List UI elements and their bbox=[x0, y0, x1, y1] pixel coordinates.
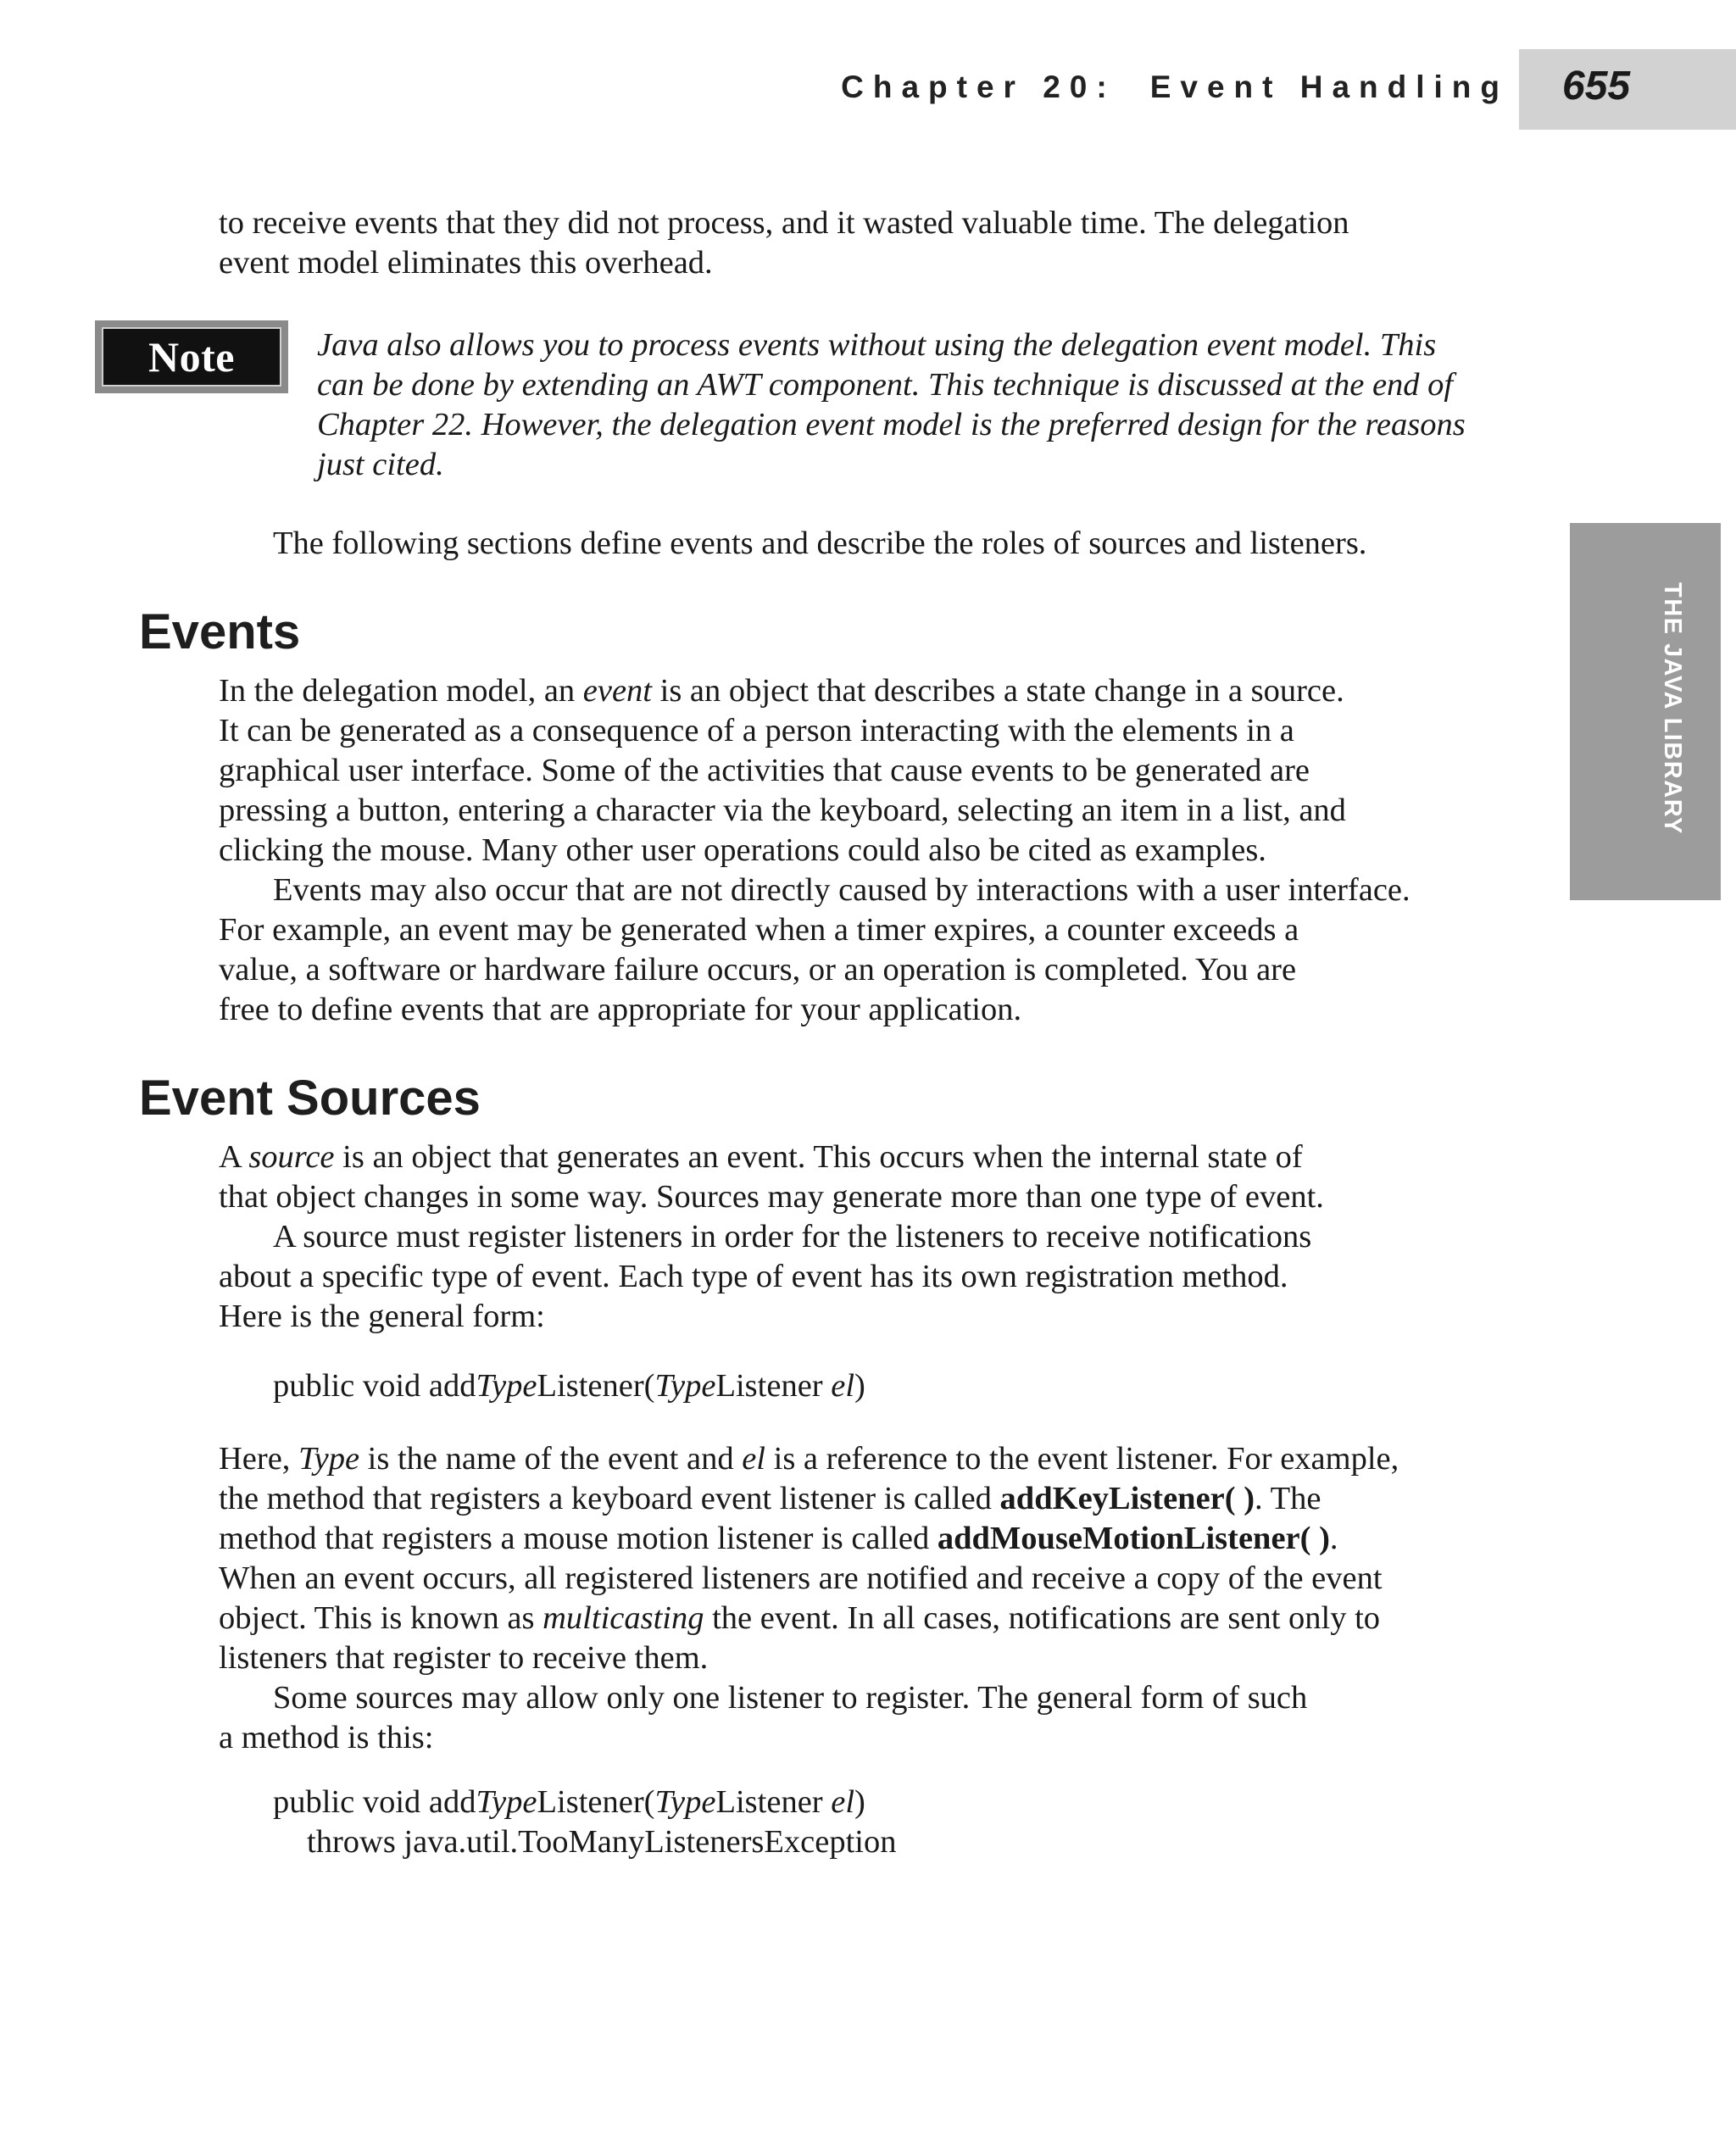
text-line: graphical user interface. Some of the activities that cause events to be generated are bbox=[219, 753, 1310, 788]
code-signature-2 bbox=[273, 1783, 897, 1862]
text-line: object. This is known as multicasting the event. In all cases, notifications are sent only to bbox=[219, 1600, 1381, 1636]
section-thumb-tab-label: THE JAVA LIBRARY bbox=[1659, 582, 1686, 835]
text-line: event model eliminates this overhead. bbox=[219, 245, 713, 281]
term-event: event bbox=[582, 673, 652, 709]
note-label: Note bbox=[148, 333, 235, 381]
term-source: source bbox=[248, 1139, 335, 1175]
text-line: Some sources may allow only one listener to register. The general form of such bbox=[273, 1680, 1308, 1716]
text-line: listeners that register to receive them. bbox=[219, 1640, 709, 1676]
text-line: that object changes in some way. Sources may generate more than one type of event. bbox=[219, 1179, 1324, 1215]
text-line: clicking the mouse. Many other user operations could also be cited as examples. bbox=[219, 832, 1266, 868]
note-line: can be done by extending an AWT component. This technique is discussed at the end of bbox=[317, 367, 1454, 403]
text-line: a method is this: bbox=[219, 1720, 434, 1755]
section-heading-events: Events bbox=[139, 604, 301, 659]
text-line: Here is the general form: bbox=[219, 1299, 545, 1334]
text-line: A source must register listeners in order for the listeners to receive notifications bbox=[273, 1219, 1312, 1254]
term-multicasting: multicasting bbox=[542, 1600, 704, 1636]
chapter-label: Chapter 20: bbox=[841, 70, 1116, 104]
chapter-title: Event Handling bbox=[1149, 70, 1509, 104]
text-line: method that registers a mouse motion listener is called addMouseMotionListener( ). bbox=[219, 1521, 1338, 1556]
text-line: pressing a button, entering a character via the keyboard, selecting an item in a list, and bbox=[219, 793, 1346, 828]
text-line: Events may also occur that are not directly caused by interactions with a user interface. bbox=[273, 872, 1410, 908]
text-line: When an event occurs, all registered listeners are notified and receive a copy of the event bbox=[219, 1560, 1383, 1596]
text-line: A source is an object that generates an event. This occurs when the internal state of bbox=[219, 1139, 1303, 1175]
page-number-box bbox=[1519, 49, 1736, 130]
running-header bbox=[841, 70, 1509, 105]
note-line: Java also allows you to process events without using the delegation event model. This bbox=[317, 327, 1437, 363]
text-line: free to define events that are appropriate for your application. bbox=[219, 992, 1022, 1027]
code-line: public void addTypeListener(TypeListener el) bbox=[273, 1784, 865, 1820]
text-line: the method that registers a keyboard event listener is called addKeyListener( ). The bbox=[219, 1481, 1321, 1516]
event-sources-paragraph-1 bbox=[219, 1138, 1507, 1337]
page-number: 655 bbox=[1562, 64, 1631, 108]
method-name: addMouseMotionListener( ) bbox=[937, 1521, 1330, 1556]
note-text bbox=[317, 325, 1504, 485]
note-badge bbox=[95, 320, 288, 393]
events-paragraph-1 bbox=[219, 671, 1507, 1030]
text-line: about a specific type of event. Each type of event has its own registration method. bbox=[219, 1259, 1288, 1294]
intro-paragraph bbox=[219, 203, 1507, 283]
text-line: The following sections define events and describe the roles of sources and listeners. bbox=[273, 526, 1367, 561]
event-sources-paragraph-3 bbox=[219, 1439, 1507, 1758]
code-signature-1 bbox=[273, 1366, 865, 1406]
method-name: addKeyListener( ) bbox=[999, 1481, 1255, 1516]
code-line: public void addTypeListener(TypeListener el) bbox=[273, 1368, 865, 1404]
text-line: value, a software or hardware failure occurs, or an operation is completed. You are bbox=[219, 952, 1297, 987]
text-line: For example, an event may be generated when a timer expires, a counter exceeds a bbox=[219, 912, 1299, 948]
text-line: In the delegation model, an event is an object that describes a state change in a source. bbox=[219, 673, 1344, 709]
text-line: It can be generated as a consequence of a person interacting with the elements in a bbox=[219, 713, 1294, 748]
code-line: throws java.util.TooManyListenersException bbox=[307, 1824, 897, 1860]
text-line: to receive events that they did not process, and it wasted valuable time. The delegation bbox=[219, 205, 1349, 241]
section-thumb-tab bbox=[1570, 523, 1721, 900]
note-line: Chapter 22. However, the delegation event model is the preferred design for the reasons bbox=[317, 407, 1466, 442]
following-paragraph bbox=[219, 524, 1507, 564]
text-line: Here, Type is the name of the event and el is a reference to the event listener. For example, bbox=[219, 1441, 1399, 1477]
note-line: just cited. bbox=[317, 447, 444, 482]
section-heading-event-sources: Event Sources bbox=[139, 1071, 481, 1126]
